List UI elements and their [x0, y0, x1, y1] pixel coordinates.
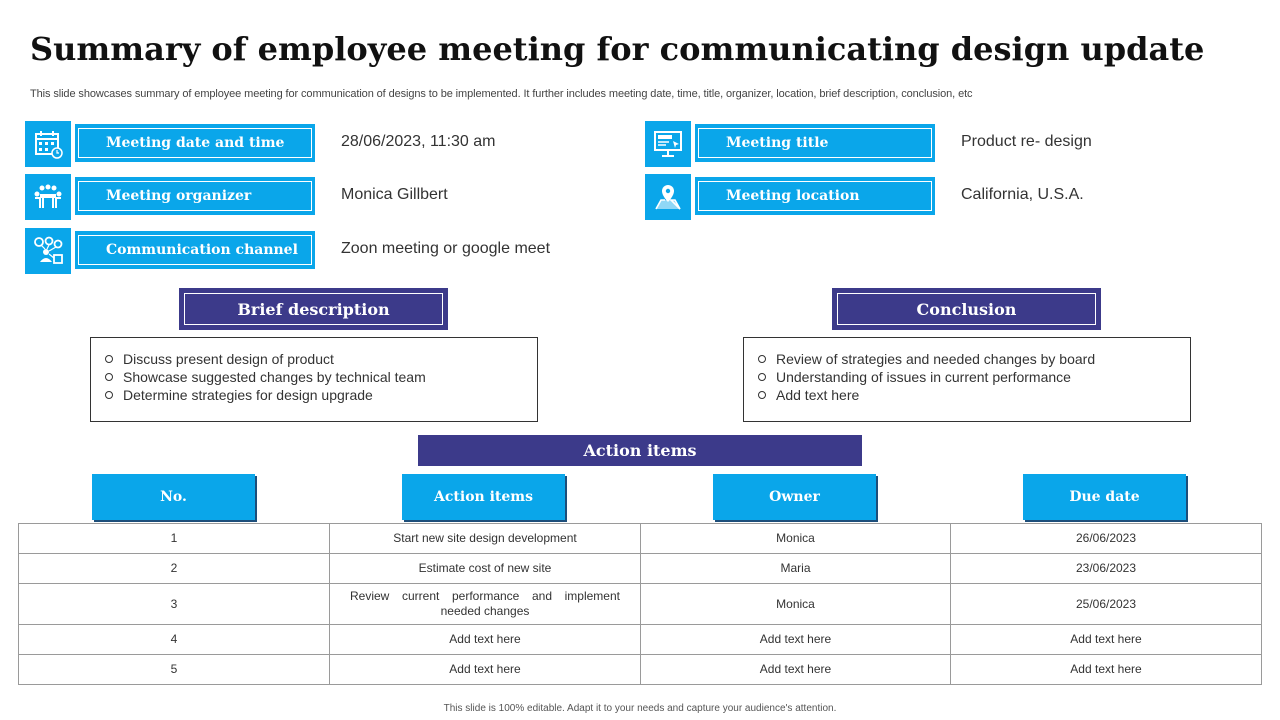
- bullet-icon: [758, 391, 766, 399]
- field-communication-channel: [25, 228, 645, 276]
- page-title: Summary of employee meeting for communicating design update: [30, 30, 1205, 68]
- cell-due-date: Add text here: [951, 625, 1262, 655]
- conclusion-list: [758, 350, 1176, 404]
- list-item: [105, 368, 523, 386]
- table-row: [19, 625, 1262, 655]
- action-items-heading: Action items: [418, 435, 862, 466]
- list-item-text: Showcase suggested changes by technical team: [123, 369, 426, 385]
- cell-owner: Monica: [641, 524, 951, 554]
- field-label-box: [695, 177, 935, 215]
- cell-due-date: 23/06/2023: [951, 554, 1262, 584]
- conclusion-box: [743, 337, 1191, 422]
- field-value: Zoon meeting or google meet: [341, 240, 551, 257]
- network-channel-icon: [25, 228, 71, 274]
- list-item-text: Understanding of issues in current performance: [776, 369, 1071, 385]
- list-item: [105, 386, 523, 404]
- cell-due-date: 26/06/2023: [951, 524, 1262, 554]
- cell-action: Review current performance and implement needed changes: [330, 584, 641, 625]
- field-value: California, U.S.A.: [961, 186, 1084, 203]
- field-label: Communication channel: [78, 235, 312, 265]
- field-value: Product re- design: [961, 133, 1092, 150]
- cell-owner: Add text here: [641, 625, 951, 655]
- cell-due-date: 25/06/2023: [951, 584, 1262, 625]
- table-row: [19, 655, 1262, 685]
- list-item-text: Discuss present design of product: [123, 351, 334, 367]
- calendar-icon: [25, 121, 71, 167]
- field-label-box: [75, 231, 315, 269]
- bullet-icon: [758, 373, 766, 381]
- brief-description-box: [90, 337, 538, 422]
- cell-owner: Maria: [641, 554, 951, 584]
- list-item: [105, 350, 523, 368]
- field-label: Meeting title: [698, 128, 932, 158]
- cell-action: Add text here: [330, 625, 641, 655]
- list-item-text: Add text here: [776, 387, 860, 403]
- column-header-no: No.: [92, 474, 255, 520]
- cell-no: 4: [19, 625, 330, 655]
- field-value: 28/06/2023, 11:30 am: [341, 133, 496, 150]
- brief-description-list: [105, 350, 523, 404]
- list-item: [758, 386, 1176, 404]
- cell-action: Estimate cost of new site: [330, 554, 641, 584]
- cell-no: 5: [19, 655, 330, 685]
- list-item: [758, 368, 1176, 386]
- table-row: [19, 524, 1262, 554]
- cell-no: 2: [19, 554, 330, 584]
- bullet-icon: [758, 355, 766, 363]
- team-meeting-icon: [25, 174, 71, 220]
- field-label-box: [75, 177, 315, 215]
- title-monitor-icon: [645, 121, 691, 167]
- cell-owner: Add text here: [641, 655, 951, 685]
- field-meeting-location: [645, 174, 1265, 222]
- cell-owner: Monica: [641, 584, 951, 625]
- page-subtitle: This slide showcases summary of employee meeting for communication of designs to be implemented. It further includes meeting date, time, title, organizer, location, brief description, conclusion, etc: [30, 88, 973, 100]
- column-header-owner: Owner: [713, 474, 876, 520]
- field-label-box: [75, 124, 315, 162]
- list-item: [758, 350, 1176, 368]
- field-meeting-date: [25, 121, 645, 169]
- cell-action: Start new site design development: [330, 524, 641, 554]
- conclusion-title: Conclusion: [837, 293, 1096, 325]
- bullet-icon: [105, 355, 113, 363]
- column-header-action-items: Action items: [402, 474, 565, 520]
- field-label: Meeting location: [698, 181, 932, 211]
- brief-description-heading: [179, 288, 448, 330]
- table-row: [19, 554, 1262, 584]
- list-item-text: Review of strategies and needed changes by board: [776, 351, 1096, 367]
- cell-due-date: Add text here: [951, 655, 1262, 685]
- map-pin-icon: [645, 174, 691, 220]
- bullet-icon: [105, 373, 113, 381]
- field-meeting-title: [645, 121, 1265, 169]
- action-items-table: [18, 523, 1262, 685]
- cell-no: 3: [19, 584, 330, 625]
- field-label: Meeting date and time: [78, 128, 312, 158]
- cell-action: Add text here: [330, 655, 641, 685]
- list-item-text: Determine strategies for design upgrade: [123, 387, 373, 403]
- field-label: Meeting organizer: [78, 181, 312, 211]
- brief-description-title: Brief description: [184, 293, 443, 325]
- bullet-icon: [105, 391, 113, 399]
- field-value: Monica Gillbert: [341, 186, 448, 203]
- field-label-box: [695, 124, 935, 162]
- conclusion-heading: [832, 288, 1101, 330]
- cell-no: 1: [19, 524, 330, 554]
- footer-note: This slide is 100% editable. Adapt it to your needs and capture your audience's attention.: [443, 703, 837, 714]
- column-header-due-date: Due date: [1023, 474, 1186, 520]
- table-row: [19, 584, 1262, 625]
- field-meeting-organizer: [25, 174, 645, 222]
